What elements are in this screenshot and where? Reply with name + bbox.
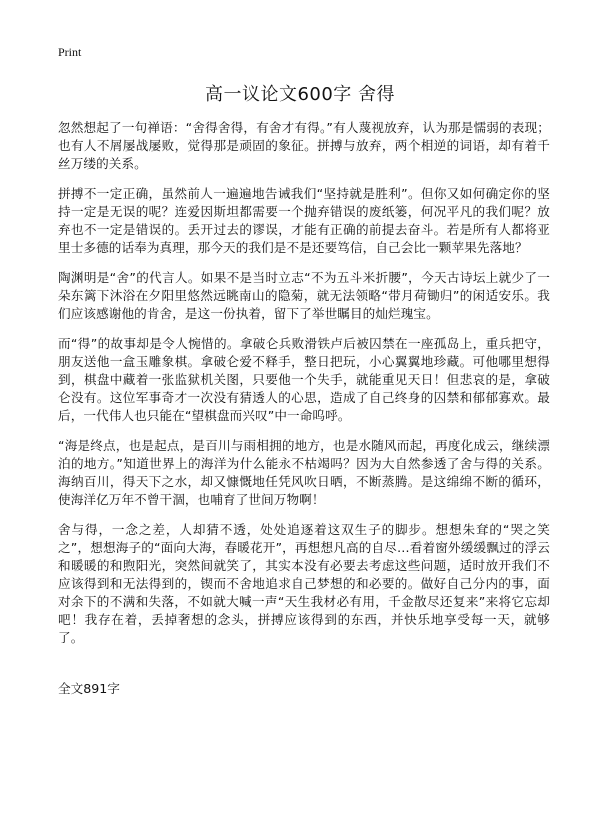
- paragraph-6: 舍与得，一念之差，人却猜不透，处处追逐着这双生子的脚步。想想朱耷的“哭之笑之”，想想海子的“面向大海，春暖花开”，再想想凡高的自尽…看着窗外缓缓飘过的浮云和暖暖的和煦阳光，突然间就笑了，其实本没有必要去考虑这些问题，适时放开我们不应该得到和无法得到的，锲而不舍地追求自己梦想的和必要的。做好自己分内的事，面对余下的不满和失落，不如就大喊一声“天生我材必有用，千金散尽还复来”来将它忘却吧！我存在着，丢掉奢想的念头，拼搏应该得到的东西，并快乐地享受每一天，就够了。: [58, 522, 550, 645]
- paragraph-4: 而“得”的故事却是令人惋惜的。拿破仑兵败滑铁卢后被囚禁在一座孤岛上，重兵把守，朋友送他一盒玉雕象棋。拿破仑爱不释手，整日把玩，小心翼翼地珍藏。可他哪里想得到，棋盘中藏着一张监狱机关图，只要他一个失手，就能重见天日！但悲哀的是，拿破仑没有。这位军事奇才一次没有猜透人的心思，造成了自己终身的囚禁和郁郁寡欢。最后，一代伟人也只能在“望棋盘而兴叹”中一命呜呼。: [58, 336, 550, 423]
- word-count: 全文891字: [58, 681, 120, 696]
- paragraph-1: 忽然想起了一句禅语：“舍得舍得，有舍才有得。”有人蔑视放弃，认为那是懦弱的表现；也有人不屑屡战屡败，觉得那是顽固的象征。拼搏与放弃，两个相逆的词语，却有着千丝万缕的关系。: [58, 120, 550, 171]
- paragraph-5: “海是终点，也是起点，是百川与雨相拥的地方，也是水随风而起，再度化成云，继续漂泊的地方。”知道世界上的海洋为什么能永不枯竭吗？因为大自然参透了舍与得的关系。海纳百川，得天下之水，却又慷慨地任凭风吹日晒，不断蒸腾。是这绵绵不断的循环，使海洋亿万年不曾干涸，也哺育了世间万物啊！: [58, 438, 550, 507]
- paragraph-3: 陶渊明是“舍”的代言人。如果不是当时立志“不为五斗米折腰”，今天古诗坛上就少了一朵东篱下沐浴在夕阳里悠然远眺南山的隐菊，就无法领略“带月荷锄归”的闲适安乐。我们应该感谢他的肯舍，是这一份执着，留下了举世瞩目的灿烂瑰宝。: [58, 270, 550, 321]
- print-link[interactable]: Print: [58, 45, 82, 59]
- article-body: [58, 119, 550, 659]
- page-title: 高一议论文600字 舍得: [204, 84, 396, 105]
- paragraph-2: 拼搏不一定正确，虽然前人一遍遍地告诫我们“坚持就是胜利”。但你又如何确定你的坚持一定是无误的呢？连爱因斯坦都需要一个抛弃错误的废纸篓，何况平凡的我们呢？放弃也不一定是错误的。丢开过去的谬误，才能有正确的前提去奋斗。若是所有人都将亚里士多德的话奉为真理，那今天的我们是不是还要笃信，自己会比一颗苹果先落地？: [58, 186, 550, 255]
